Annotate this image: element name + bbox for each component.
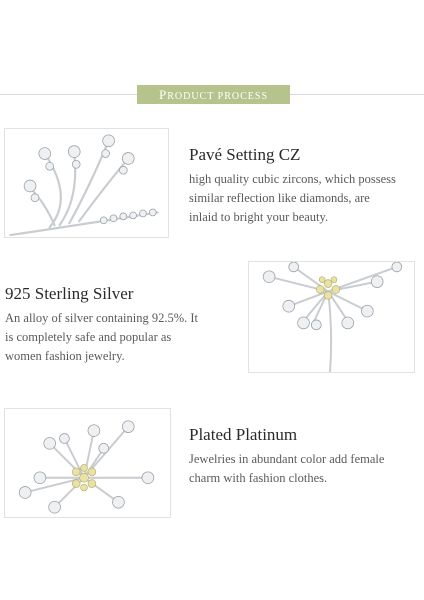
desc-line: charm with fashion clothes. [189,471,328,485]
jewelry-illustration-2 [249,262,414,372]
section-title-plated-platinum: Plated Platinum [189,425,298,444]
section-title-sterling-silver: 925 Sterling Silver [5,284,134,303]
desc-line: Jewelries in abundant color add female [189,452,385,466]
desc-line: is completely safe and popular as [5,330,172,344]
header-title [137,85,290,104]
desc-line: An alloy of silver containing 92.5%. It [5,311,199,325]
desc-line: similar reflection like diamonds, are [189,191,370,205]
section-title-pave-setting: Pavé Setting CZ [189,145,301,164]
desc-line: high quality cubic zircons, which possess [189,172,396,186]
product-image-pave-setting [4,128,169,238]
product-image-sterling-silver [248,261,415,373]
section-desc-sterling-silver [5,309,198,366]
header-title-initial: P [158,87,168,102]
section-desc-plated-platinum [189,450,384,488]
desc-line: women fashion jewelry. [5,349,125,363]
section-desc-pave-setting [189,170,396,227]
header-title-rest: RODUCT PROCESS [167,91,269,102]
jewelry-illustration-1 [5,129,168,237]
product-image-plated-platinum [4,408,171,518]
jewelry-illustration-3 [5,409,170,517]
section-header [0,85,424,104]
desc-line: inlaid to bright your beauty. [189,210,329,224]
